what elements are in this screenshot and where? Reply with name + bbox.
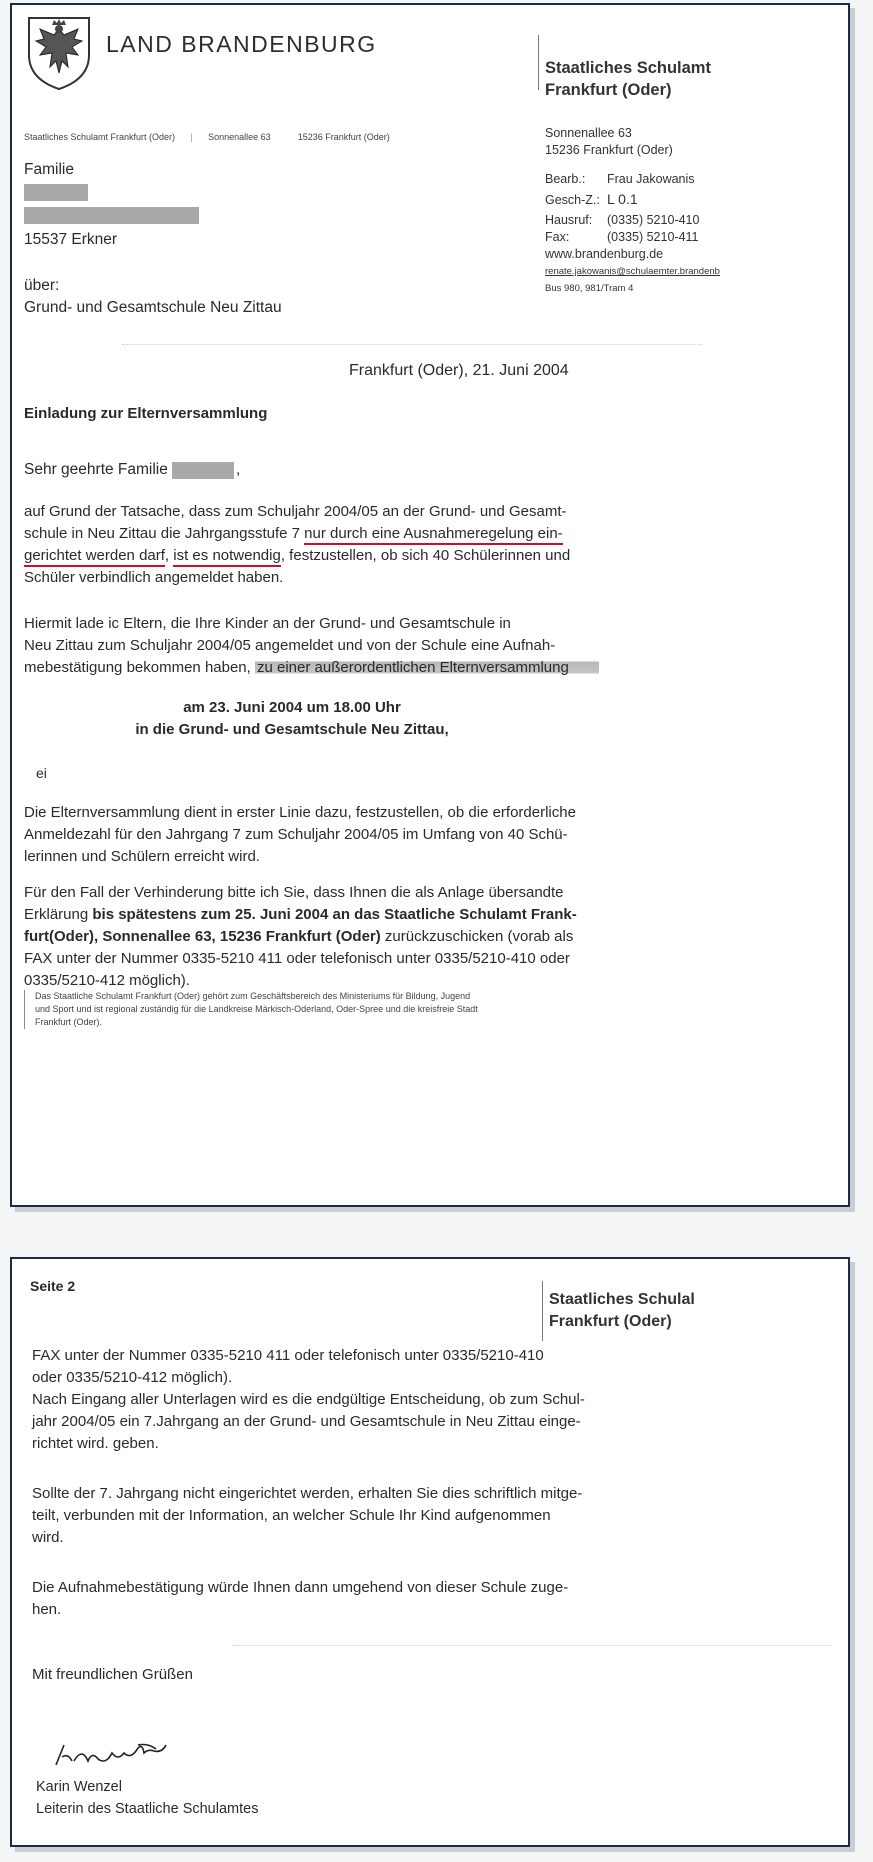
contact-city: 15236 Frankfurt (Oder) (545, 143, 673, 157)
letter-subject: Einladung zur Elternversammlung (24, 405, 268, 422)
redacted-street (24, 207, 199, 224)
footer-line2: und Sport und ist regional zuständig für die Landkreise Märkisch-Oderland, Oder-Spree und die kreisfreie Stadt (35, 1004, 478, 1014)
header-divider (538, 35, 539, 90)
contact-street: Sonnenallee 63 (545, 126, 632, 140)
scan-noise-line-2 (232, 1645, 832, 1646)
paragraph-3 (24, 802, 576, 868)
paragraph-1 (24, 501, 570, 589)
p4-line5: 0335/5210-412 möglich). (24, 972, 190, 989)
page2-p1-line3: Nach Eingang aller Unterlagen wird es die endgültige Entscheidung, ob zum Schul- (32, 1391, 585, 1408)
address-bold: furt(Oder), Sonnenallee 63, 15236 Frankfurt (Oder) (24, 928, 381, 945)
contact-block (545, 125, 843, 297)
scan-noise-line (122, 344, 702, 345)
office-name-2 (549, 1289, 695, 1333)
footer-line3: Frankfurt (Oder). (35, 1017, 103, 1027)
p4-line4: FAX unter der Nummer 0335-5210 411 oder telefonisch unter 0335/5210-410 oder (24, 950, 570, 967)
redacted-name (24, 184, 88, 201)
office-name (545, 57, 711, 101)
contact-bus: Bus 980, 981/Tram 4 (545, 283, 634, 294)
event-date-time: am 23. Juni 2004 um 18.00 Uhr (183, 699, 401, 716)
sender-org: Staatliches Schulamt Frankfurt (Oder) (24, 132, 176, 142)
deadline-bold: bis spätestens zum 25. Juni 2004 an das Staatliche Schulamt Frank- (92, 906, 577, 923)
p1-line4: Schüler verbindlich angemeldet haben. (24, 569, 284, 586)
redacted-family-name (172, 462, 234, 479)
header-divider-2 (542, 1281, 543, 1341)
p2-line2: Neu Zittau zum Schuljahr 2004/05 angemeldet und von der Schule eine Aufnah- (24, 637, 556, 654)
footer-note (24, 990, 478, 1029)
underlined-it-is-necessary: ist es notwendig (173, 547, 281, 567)
p3-line1: Die Elternversammlung dient in erster Linie dazu, festzustellen, ob die erforderliche (24, 804, 576, 821)
contact-bearb: Bearb.: Frau Jakowanis (545, 172, 695, 186)
p1-line1: auf Grund der Tatsache, dass zum Schuljahr 2004/05 an der Grund- und Gesamt- (24, 503, 567, 520)
p3-line3: lerinnen und Schülern erreicht wird. (24, 848, 260, 865)
contact-email: renate.jakowanis@schulaemter.brandenb (545, 266, 720, 277)
event-location: in die Grund- und Gesamtschule Neu Zittau, (135, 721, 449, 738)
brandenburg-eagle-crest-icon (26, 15, 92, 91)
office-name-2-line1: Staatliches Schulal (549, 1291, 695, 1308)
closing-phrase: Mit freundlichen Grüßen (32, 1666, 193, 1683)
letter-date: Frankfurt (Oder), 21. Juni 2004 (349, 362, 569, 379)
office-name-line2: Frankfurt (Oder) (545, 81, 672, 99)
p1-line2: schule in Neu Zittau die Jahrgangsstufe 7 nur durch eine Ausnahmeregelung ein- (24, 523, 570, 545)
page2-p3-line1: Die Aufnahmebestätigung würde Ihnen dann umgehend von dieser Schule zuge- (32, 1579, 569, 1596)
letter-page-1 (10, 3, 850, 1207)
p3-line2: Anmeldezahl für den Jahrgang 7 zum Schuljahr 2004/05 im Umfang von 40 Schü- (24, 826, 568, 843)
letter-page-2 (10, 1257, 850, 1847)
page2-paragraph-1 (32, 1345, 585, 1455)
contact-fax: Fax: (0335) 5210-411 (545, 230, 699, 244)
sender-city: 15236 Frankfurt (Oder) (297, 132, 390, 142)
page2-p1-line1: FAX unter der Nummer 0335-5210 411 oder telefonisch unter 0335/5210-410 (32, 1347, 544, 1364)
highlighted-extraordinary-meeting: zu einer außerordentlichen Elternversammlung (255, 659, 599, 676)
recipient-city: 15537 Erkner (24, 231, 118, 248)
page2-p2-line1: Sollte der 7. Jahrgang nicht eingerichtet werden, erhalten Sie dies schriftlich mitge- (32, 1485, 583, 1502)
text-fragment: ei (36, 765, 47, 781)
page2-p2-line3: wird. (32, 1529, 64, 1546)
p4-line3: furt(Oder), Sonnenallee 63, 15236 Frankfurt (Oder) zurückzuschicken (vorab als (24, 928, 574, 945)
salutation (24, 459, 168, 481)
office-name-line1: Staatliches Schulamt (545, 59, 711, 77)
page2-p3-line2: hen. (32, 1601, 62, 1618)
salutation-text: Sehr geehrte Familie (24, 461, 168, 478)
footer-line1: Das Staatliche Schulamt Frankfurt (Oder) gehört zum Geschäftsbereich des Ministeriums für Bildung, Jugend (35, 991, 471, 1001)
page2-p1-line2: oder 0335/5210-412 möglich). (32, 1369, 233, 1386)
contact-hausruf: Hausruf: (0335) 5210-410 (545, 213, 700, 227)
office-name-2-line2: Frankfurt (Oder) (549, 1313, 672, 1330)
contact-web: www.brandenburg.de (545, 247, 664, 261)
signer-name: Karin Wenzel (36, 1779, 122, 1795)
salutation-comma: , (236, 461, 241, 478)
p4-line2: Erklärung bis spätestens zum 25. Juni 2004 an das Staatliche Schulamt Frank- (24, 906, 577, 923)
sender-line (24, 132, 390, 142)
p1-line3: gerichtet werden darf, ist es notwendig, festzustellen, ob sich 40 Schülerinnen und (24, 545, 570, 567)
p4-line1: Für den Fall der Verhinderung bitte ich Sie, dass Ihnen die als Anlage übersandte (24, 884, 564, 901)
page2-p1-line5: richtet wird. geben. (32, 1435, 159, 1452)
state-title: LAND BRANDENBURG (106, 31, 377, 57)
recipient-line1: Familie (24, 161, 74, 178)
sender-street: Sonnenallee 63 (208, 132, 271, 142)
recipient-via-school: Grund- und Gesamtschule Neu Zittau (24, 299, 282, 316)
contact-gesch: Gesch-Z.: L 0.1 (545, 191, 638, 207)
event-block (12, 697, 572, 741)
sender-separator: | (190, 132, 193, 142)
paragraph-4 (24, 882, 577, 992)
handwritten-signature (52, 1739, 232, 1771)
p2-line3: mebestätigung bekommen haben, zu einer außerordentlichen Elternversammlung (24, 657, 599, 679)
page2-p1-line4: jahr 2004/05 ein 7.Jahrgang an der Grund- und Gesamtschule in Neu Zittau einge- (32, 1413, 581, 1430)
paragraph-2 (24, 613, 599, 679)
page2-p2-line2: teilt, verbunden mit der Information, an welcher Schule Ihr Kind aufgenommen (32, 1507, 551, 1524)
underlined-exception-rule: nur durch eine Ausnahmeregelung ein- (304, 525, 563, 545)
p2-line1: Hiermit lade ic Eltern, die Ihre Kinder an der Grund- und Gesamtschule in (24, 615, 511, 632)
page2-paragraph-2 (32, 1483, 582, 1549)
page2-paragraph-3 (32, 1577, 568, 1621)
underlined-may-be-set-up: gerichtet werden darf (24, 547, 165, 567)
recipient-via-label: über: (24, 277, 60, 294)
page-number-label: Seite 2 (30, 1278, 76, 1294)
signer-title: Leiterin des Staatliche Schulamtes (36, 1801, 259, 1817)
